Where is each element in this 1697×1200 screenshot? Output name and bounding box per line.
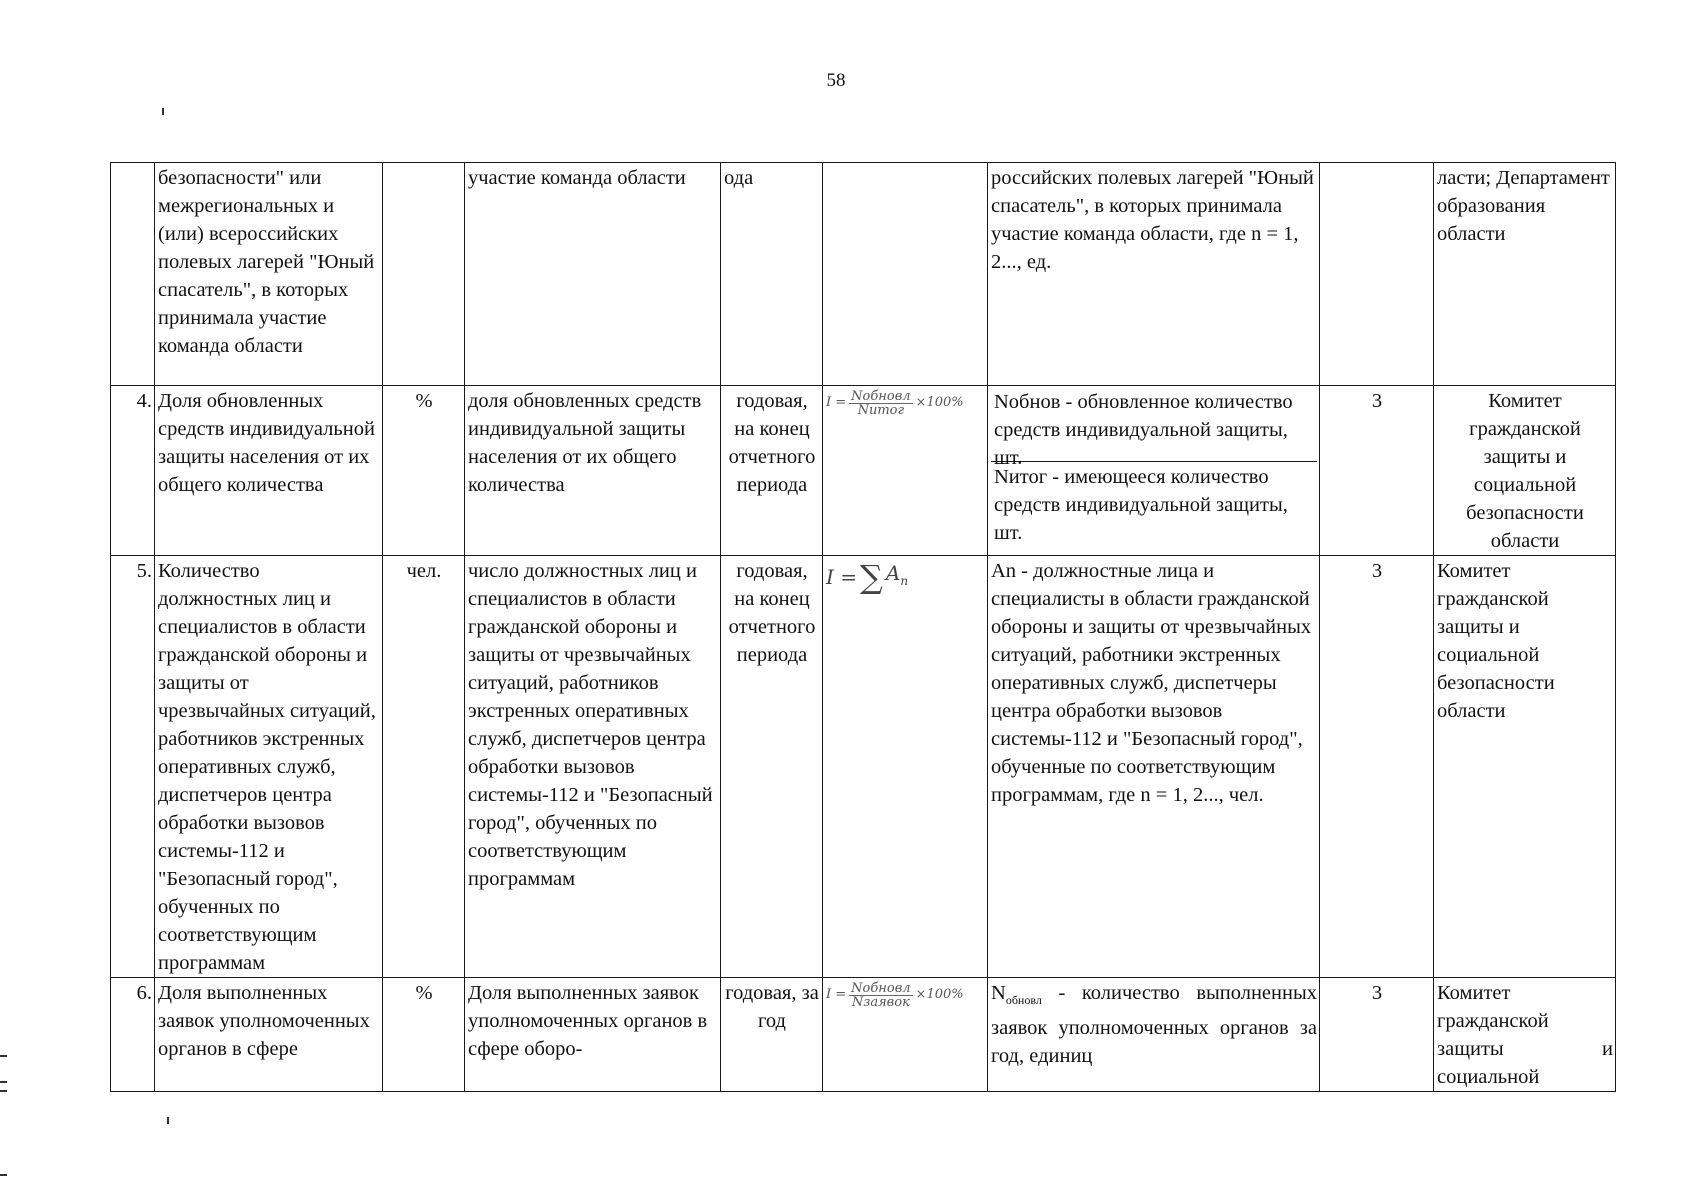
indicators-table bbox=[110, 162, 1616, 1092]
margin-mark bbox=[0, 1055, 7, 1057]
periodicity-cell: ода bbox=[721, 163, 823, 386]
formula-denominator: Nитог bbox=[857, 402, 905, 418]
indicator-name: безопасности" или межрегиональных и (или) всероссийских полевых лагерей "Юный спасатель", в которых принимала участие команда области bbox=[155, 163, 383, 386]
row-number: 5. bbox=[111, 556, 155, 978]
periodicity-cell: годовая, за год bbox=[721, 978, 823, 1092]
margin-mark bbox=[167, 1117, 169, 1124]
unit-cell: % bbox=[383, 978, 465, 1092]
margin-mark bbox=[0, 1174, 7, 1176]
formula bbox=[826, 387, 985, 417]
row-number bbox=[111, 163, 155, 386]
periodicity-cell: годовая, на конец отчетного периода bbox=[721, 556, 823, 978]
table-row bbox=[111, 556, 1616, 978]
formula-term-index: n bbox=[900, 574, 909, 588]
formula bbox=[826, 557, 985, 595]
indicator-name: Доля обновленных средств индивидуальной защиты населения от их общего количества bbox=[155, 386, 383, 556]
formula-term bbox=[886, 559, 908, 595]
formula-lhs: I = bbox=[826, 987, 847, 1002]
formula-cell bbox=[823, 163, 988, 386]
margin-mark bbox=[0, 1081, 7, 1083]
responsible-cell: Комитет гражданской защиты и социальной безопасности области bbox=[1434, 386, 1616, 556]
formula-fraction bbox=[849, 390, 912, 417]
variables-cell: российских полевых лагерей "Юный спасатель", в которых принимала участие команда области, где n = 1, 2..., ед. bbox=[988, 163, 1320, 386]
formula-cell bbox=[823, 978, 988, 1092]
source-cell: 3 bbox=[1320, 978, 1434, 1092]
variable-definition: Nитог - имеющееся количество средств индивидуальной защиты, шт. bbox=[994, 466, 1288, 544]
formula-numerator: Nобновл bbox=[851, 388, 911, 404]
variables-cell: An - должностные лица и специалисты в области гражданской обороны и защиты от чрезвычайных ситуаций, работники экстренных оперативных служб, диспетчеры центра обработки вызовов системы-112 и "Безопасный город", обученные по соответствующим программам, где n = 1, 2..., чел. bbox=[988, 556, 1320, 978]
periodicity-cell: годовая, на конец отчетного периода bbox=[721, 386, 823, 556]
unit-cell: % bbox=[383, 386, 465, 556]
variables-cell bbox=[988, 978, 1320, 1092]
sigma-symbol: ∑ bbox=[860, 558, 883, 596]
indicator-definition: участие команда области bbox=[465, 163, 721, 386]
formula-term-symbol: A bbox=[885, 561, 901, 585]
indicator-definition: доля обновленных средств индивидуальной защиты населения от их общего количества bbox=[465, 386, 721, 556]
formula-lhs: I = bbox=[826, 395, 847, 410]
variable-definition: Nобнов - обновленное количество средств индивидуальной защиты, шт. bbox=[991, 387, 1317, 462]
variables-cell bbox=[988, 386, 1320, 556]
table-row bbox=[111, 386, 1616, 556]
formula bbox=[826, 979, 985, 1009]
page-number: 58 bbox=[826, 70, 846, 91]
formula-factor: ×100% bbox=[915, 987, 964, 1002]
variable-subscript: обновл bbox=[1005, 993, 1042, 1008]
indicator-name: Доля выполненных заявок уполномоченных органов в сфере bbox=[155, 978, 383, 1092]
formula-fraction bbox=[849, 982, 912, 1009]
source-cell: 3 bbox=[1320, 386, 1434, 556]
margin-mark bbox=[0, 1090, 7, 1092]
indicator-definition: Доля выполненных заявок уполномоченных органов в сфере оборо- bbox=[465, 978, 721, 1092]
formula-cell bbox=[823, 556, 988, 978]
formula-denominator: Nзаявок bbox=[851, 994, 910, 1010]
responsible-cell: Комитет гражданской защиты и социальной безопасности области bbox=[1434, 556, 1616, 978]
indicators-table-wrapper bbox=[110, 162, 1615, 1092]
table-row bbox=[111, 978, 1616, 1092]
formula-cell bbox=[823, 386, 988, 556]
row-number: 4. bbox=[111, 386, 155, 556]
margin-mark bbox=[162, 108, 164, 115]
variable-symbol: N bbox=[991, 982, 1006, 1004]
variable-definition: - количество выполненных заявок уполномоченных органов за год, единиц bbox=[991, 982, 1317, 1068]
indicator-definition: число должностных лиц и специалистов в области гражданской обороны и защиты от чрезвычайных ситуаций, работников экстренных оперативных служб, диспетчеров центра обработки вызовов системы-112 и "Безопасный город", обученных по соответствующим программам bbox=[465, 556, 721, 978]
row-number: 6. bbox=[111, 978, 155, 1092]
source-cell bbox=[1320, 163, 1434, 386]
unit-cell: чел. bbox=[383, 556, 465, 978]
source-cell: 3 bbox=[1320, 556, 1434, 978]
formula-lhs: I = bbox=[826, 565, 858, 589]
formula-factor: ×100% bbox=[915, 395, 964, 410]
responsible-cell: Комитет гражданской защиты и социальной bbox=[1434, 978, 1616, 1092]
responsible-cell: ласти; Департамент образования области bbox=[1434, 163, 1616, 386]
formula-numerator: Nобновл bbox=[851, 980, 911, 996]
unit-cell bbox=[383, 163, 465, 386]
table-row bbox=[111, 163, 1616, 386]
indicator-name: Количество должностных лиц и специалистов в области гражданской обороны и защиты от чрезвычайных ситуаций, работников экстренных оперативных служб, диспетчеров центра обработки вызовов системы-112 и "Безопасный город", обученных по соответствующим программам bbox=[155, 556, 383, 978]
